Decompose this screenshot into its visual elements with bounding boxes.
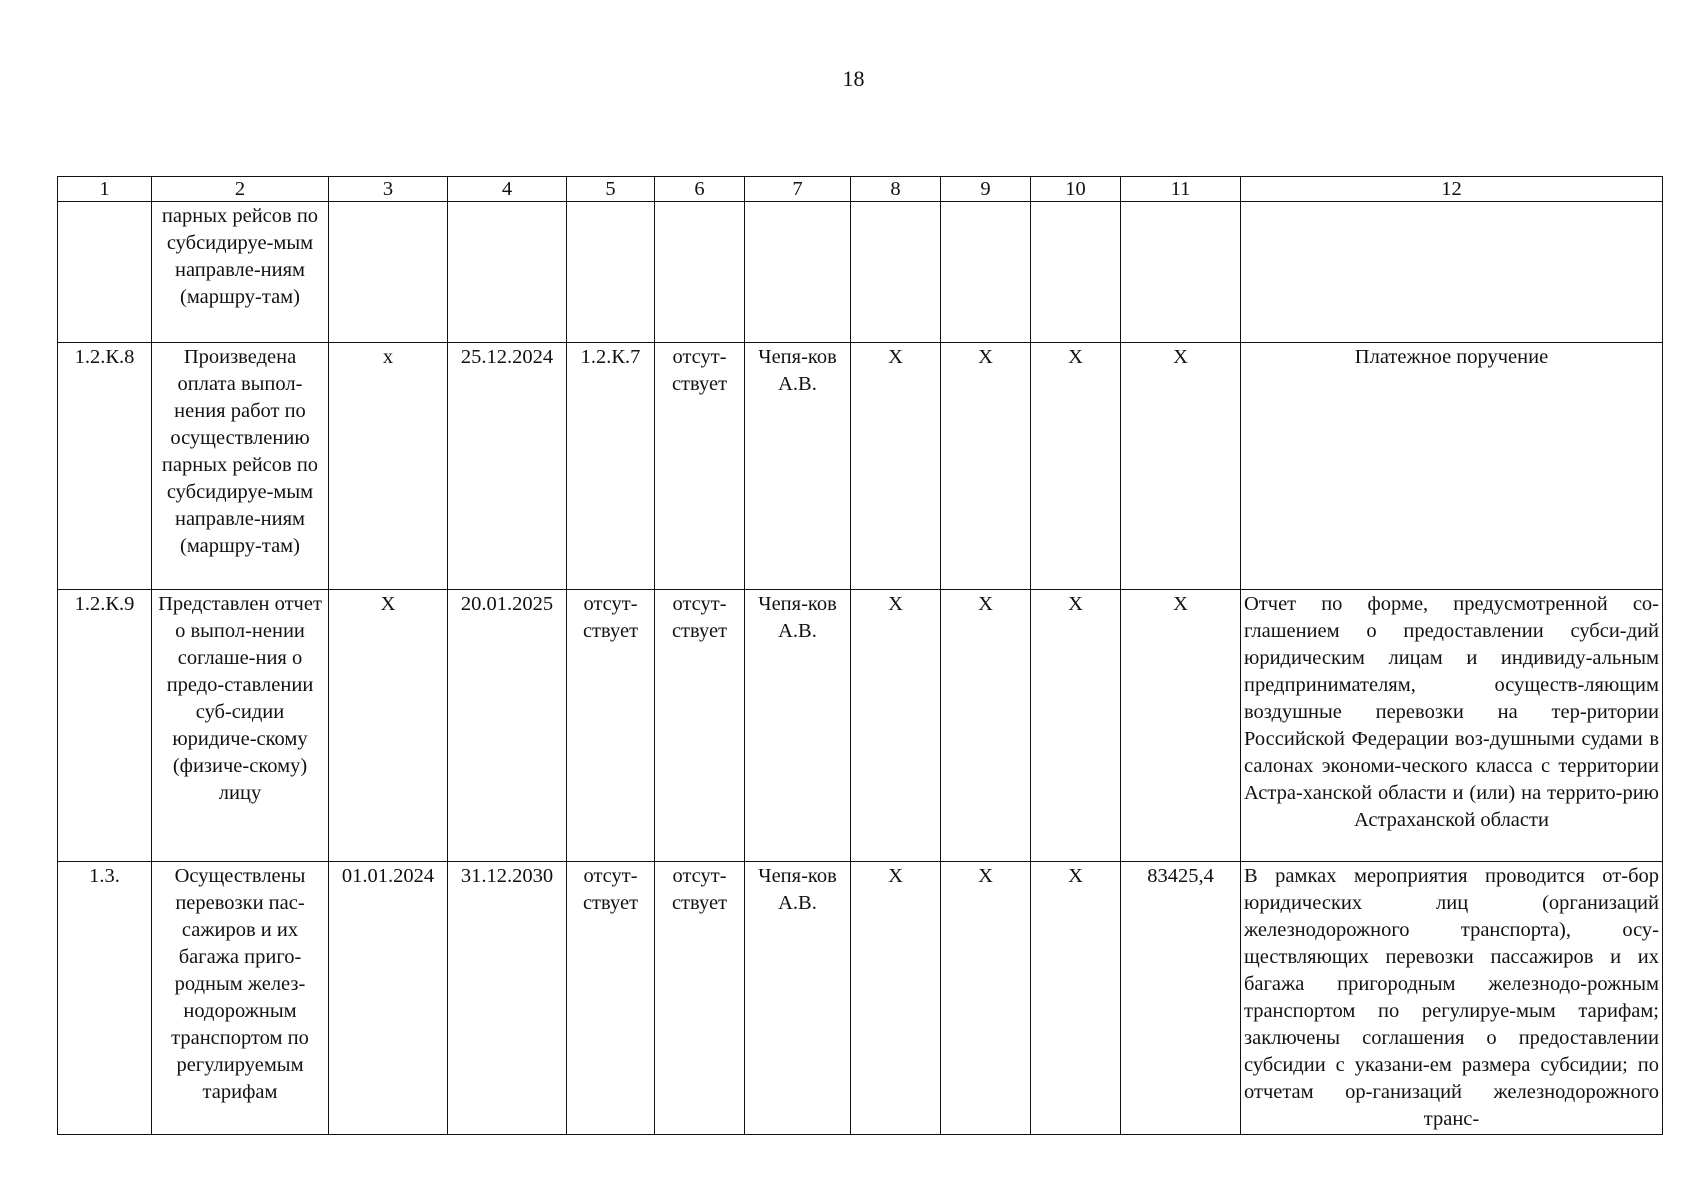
- cell-9: Х: [941, 862, 1031, 1135]
- col-header-7: 7: [745, 177, 851, 202]
- cell-8: Х: [851, 343, 941, 590]
- col-header-5: 5: [567, 177, 655, 202]
- cell-10: [1031, 202, 1121, 343]
- cell-prev: 1.2.К.7: [567, 343, 655, 590]
- header-row: [58, 177, 1663, 202]
- cell-10: Х: [1031, 343, 1121, 590]
- cell-prev: [567, 202, 655, 343]
- table-row: [58, 343, 1663, 590]
- col-header-11: 11: [1121, 177, 1241, 202]
- cell-end: [448, 202, 567, 343]
- cell-description: Платежное поручение: [1241, 343, 1663, 590]
- cell-10: Х: [1031, 590, 1121, 862]
- cell-end: 31.12.2030: [448, 862, 567, 1135]
- col-header-1: 1: [58, 177, 152, 202]
- col-header-10: 10: [1031, 177, 1121, 202]
- cell-8: Х: [851, 590, 941, 862]
- col-header-12: 12: [1241, 177, 1663, 202]
- col-header-2: 2: [152, 177, 329, 202]
- cell-id: 1.2.К.9: [58, 590, 152, 862]
- cell-10: Х: [1031, 862, 1121, 1135]
- cell-description: Отчет по форме, предусмотренной со-глашением о предоставлении субси-дий юридическим лицам и индивиду-альным предпринимателям, осуществ-ляющим воздушные перевозки на тер-ритории Российской Федерации воз-душными судами в салонах экономи-ческого класса с территории Астра-ханской области и (или) на террито-рию Астраханской области: [1241, 590, 1663, 862]
- col-header-6: 6: [655, 177, 745, 202]
- cell-responsible: [745, 202, 851, 343]
- cell-9: Х: [941, 590, 1031, 862]
- cell-start: х: [329, 343, 448, 590]
- cell-prev: отсут-ствует: [567, 590, 655, 862]
- col-header-9: 9: [941, 177, 1031, 202]
- table-row: [58, 590, 1663, 862]
- col-header-4: 4: [448, 177, 567, 202]
- cell-start: 01.01.2024: [329, 862, 448, 1135]
- cell-description: [1241, 202, 1663, 343]
- cell-11: Х: [1121, 343, 1241, 590]
- cell-next: отсут-ствует: [655, 343, 745, 590]
- cell-id: [58, 202, 152, 343]
- table-row: [58, 862, 1663, 1135]
- table-row: [58, 202, 1663, 343]
- cell-next: [655, 202, 745, 343]
- cell-8: [851, 202, 941, 343]
- plan-table: [57, 176, 1663, 1135]
- cell-11: [1121, 202, 1241, 343]
- cell-8: Х: [851, 862, 941, 1135]
- cell-responsible: Чепя-ков А.В.: [745, 590, 851, 862]
- cell-description: В рамках мероприятия проводится от-бор юридических лиц (организаций железнодорожного транспорта), осу-ществляющих перевозки пассажиров и их багажа пригородным железнодо-рожным транспортом по регулируе-мым тарифам; заключены соглашения о предоставлении субсидии с указани-ем размера субсидии; по отчетам ор-ганизаций железнодорожного транс-: [1241, 862, 1663, 1135]
- cell-name: Представлен отчет о выпол-нении соглаше-ния о предо-ставлении суб-сидии юридиче-скому (физиче-скому) лицу: [152, 590, 329, 862]
- cell-responsible: Чепя-ков А.В.: [745, 862, 851, 1135]
- cell-name: Произведена оплата выпол-нения работ по осуществлению парных рейсов по субсидируе-мым направле-ниям (маршру-там): [152, 343, 329, 590]
- cell-prev: отсут-ствует: [567, 862, 655, 1135]
- cell-9: Х: [941, 343, 1031, 590]
- cell-next: отсут-ствует: [655, 862, 745, 1135]
- cell-11: 83425,4: [1121, 862, 1241, 1135]
- cell-id: 1.2.К.8: [58, 343, 152, 590]
- cell-start: [329, 202, 448, 343]
- cell-start: Х: [329, 590, 448, 862]
- page-number: 18: [842, 66, 865, 91]
- cell-name: парных рейсов по субсидируе-мым направле-ниям (маршру-там): [152, 202, 329, 343]
- cell-id: 1.3.: [58, 862, 152, 1135]
- col-header-3: 3: [329, 177, 448, 202]
- cell-9: [941, 202, 1031, 343]
- cell-11: Х: [1121, 590, 1241, 862]
- cell-name: Осуществлены перевозки пас-сажиров и их багажа приго-родным желез-нодорожным транспортом по регулируемым тарифам: [152, 862, 329, 1135]
- col-header-8: 8: [851, 177, 941, 202]
- cell-responsible: Чепя-ков А.В.: [745, 343, 851, 590]
- cell-end: 20.01.2025: [448, 590, 567, 862]
- cell-end: 25.12.2024: [448, 343, 567, 590]
- cell-next: отсут-ствует: [655, 590, 745, 862]
